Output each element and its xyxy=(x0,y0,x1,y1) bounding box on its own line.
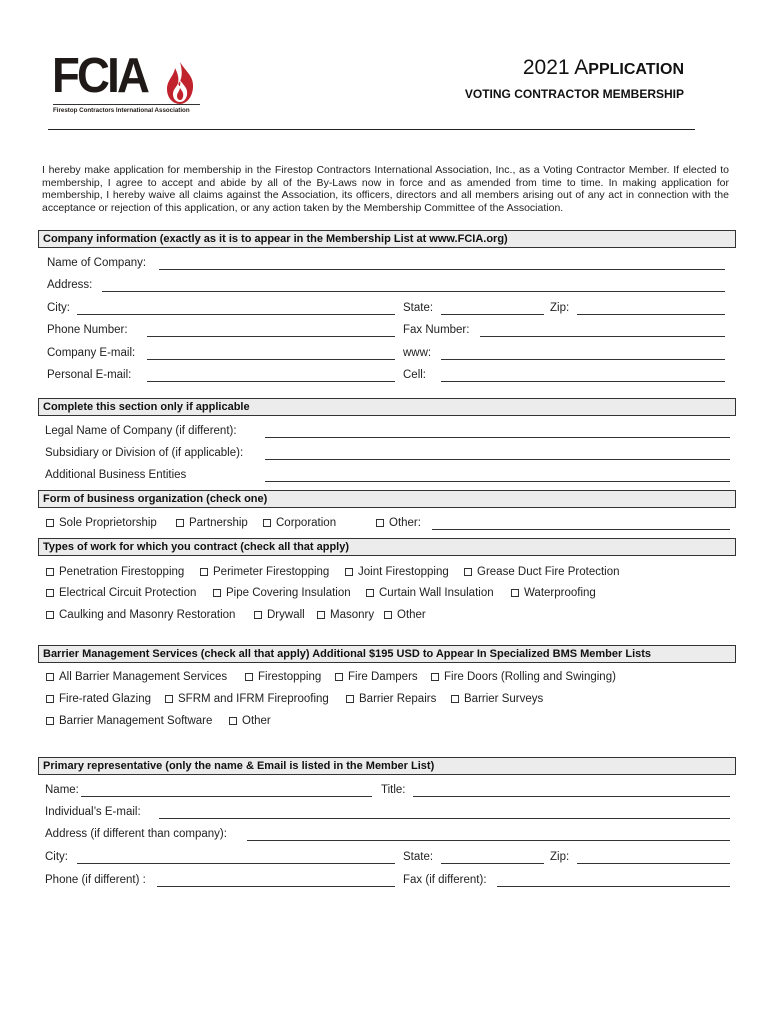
rep-email-field[interactable] xyxy=(159,818,730,819)
org-other-field[interactable] xyxy=(432,529,730,530)
checkbox[interactable] xyxy=(46,519,54,527)
work-option-joint[interactable] xyxy=(345,566,449,578)
work-option-caulking[interactable] xyxy=(46,609,235,621)
cell-label: Cell: xyxy=(403,369,427,381)
company-name-label: Name of Company: xyxy=(47,257,147,269)
rep-name-field[interactable] xyxy=(81,796,372,797)
checkbox[interactable] xyxy=(46,695,54,703)
rep-fax-field[interactable] xyxy=(497,886,730,887)
work-option-penetration[interactable] xyxy=(46,566,184,578)
checkbox[interactable] xyxy=(229,717,237,725)
address-label: Address: xyxy=(47,279,93,291)
checkbox[interactable] xyxy=(46,611,54,619)
subsidiary-label: Subsidiary or Division of (if applicable): xyxy=(45,447,244,459)
company-email-label: Company E-mail: xyxy=(47,347,136,359)
header-divider xyxy=(48,129,695,130)
option-label: Partnership xyxy=(189,517,248,529)
option-label: Other xyxy=(242,715,271,727)
bms-option-fire-dampers[interactable] xyxy=(335,671,418,683)
www-label: www: xyxy=(403,347,432,359)
title-year: 2021 xyxy=(522,56,570,79)
rep-email-label: Individual’s E-mail: xyxy=(45,806,141,818)
checkbox[interactable] xyxy=(464,568,472,576)
checkbox[interactable] xyxy=(451,695,459,703)
city-field[interactable] xyxy=(77,314,395,315)
checkbox[interactable] xyxy=(335,673,343,681)
checkbox[interactable] xyxy=(46,673,54,681)
state-field[interactable] xyxy=(441,314,544,315)
title-rest: PPLICATION xyxy=(588,61,684,78)
work-option-waterproofing[interactable] xyxy=(511,587,596,599)
additional-entities-field[interactable] xyxy=(265,481,730,482)
flame-icon xyxy=(160,60,200,106)
checkbox[interactable] xyxy=(317,611,325,619)
phone-label: Phone Number: xyxy=(47,324,128,336)
work-option-pipe-covering[interactable] xyxy=(213,587,351,599)
checkbox[interactable] xyxy=(46,717,54,725)
rep-state-field[interactable] xyxy=(441,863,544,864)
checkbox[interactable] xyxy=(511,589,519,597)
option-label: SFRM and IFRM Fireproofing xyxy=(178,693,329,705)
rep-zip-label: Zip: xyxy=(550,851,570,863)
org-option-sole[interactable] xyxy=(46,517,157,529)
option-label: Corporation xyxy=(276,517,337,529)
rep-phone-label: Phone (if different) : xyxy=(45,874,146,886)
legal-name-field[interactable] xyxy=(265,437,730,438)
checkbox[interactable] xyxy=(254,611,262,619)
option-label: Perimeter Firestopping xyxy=(213,566,330,578)
legal-name-label: Legal Name of Company (if different): xyxy=(45,425,237,437)
additional-entities-label: Additional Business Entities xyxy=(45,469,187,481)
zip-label: Zip: xyxy=(550,302,570,314)
fcia-logo-text: FCIA xyxy=(52,49,148,103)
checkbox[interactable] xyxy=(213,589,221,597)
option-label: Grease Duct Fire Protection xyxy=(477,566,620,578)
option-label: Waterproofing xyxy=(524,587,596,599)
section-rep-heading: Primary representative (only the name & Email is listed in the Member List) xyxy=(38,757,736,775)
option-label: Pipe Covering Insulation xyxy=(226,587,351,599)
section-bms-heading: Barrier Management Services (check all that apply) Additional $195 USD to Appear In Specialized BMS Member Lists xyxy=(38,645,736,663)
bms-option-firestopping[interactable] xyxy=(245,671,321,683)
option-label: Drywall xyxy=(267,609,305,621)
rep-zip-field[interactable] xyxy=(577,863,730,864)
option-label: Electrical Circuit Protection xyxy=(59,587,197,599)
rep-name-label: Name: xyxy=(45,784,79,796)
option-label: Barrier Surveys xyxy=(464,693,544,705)
rep-city-field[interactable] xyxy=(77,863,395,864)
checkbox[interactable] xyxy=(263,519,271,527)
bms-option-fire-doors[interactable] xyxy=(431,671,616,683)
org-option-other[interactable] xyxy=(376,517,421,529)
intro-paragraph: I hereby make application for membership in the Firestop Contractors International Association, Inc., as a Voting Contractor Member. If elected to membership, I agree to accept and abide by all of the By-Laws now in force and as amended from time to time. In making application for membership, I hereby waive all claims against the Association, its officers, directors and all members arising out of any act in connection with the acceptance or rejection of this application, or any action taken by the Membership Committee of the Association. xyxy=(42,164,729,214)
option-label: Curtain Wall Insulation xyxy=(379,587,494,599)
bms-option-other[interactable] xyxy=(229,715,271,727)
work-option-grease-duct[interactable] xyxy=(464,566,620,578)
bms-option-barrier-surveys[interactable] xyxy=(451,693,543,705)
bms-option-software[interactable] xyxy=(46,715,212,727)
logo-tagline: Firestop Contractors International Association xyxy=(53,107,190,114)
rep-title-field[interactable] xyxy=(413,796,730,797)
option-label: Firestopping xyxy=(258,671,322,683)
section-company-heading: Company information (exactly as it is to appear in the Membership List at www.FCIA.org) xyxy=(38,230,736,248)
checkbox[interactable] xyxy=(345,568,353,576)
work-option-electrical[interactable] xyxy=(46,587,196,599)
bms-option-glazing[interactable] xyxy=(46,693,151,705)
fax-field[interactable] xyxy=(480,336,725,337)
page-subtitle: VOTING CONTRACTOR MEMBERSHIP xyxy=(464,87,684,101)
address-field[interactable] xyxy=(102,291,725,292)
rep-phone-field[interactable] xyxy=(157,886,395,887)
state-label: State: xyxy=(403,302,434,314)
bms-option-sfrm[interactable] xyxy=(165,693,329,705)
work-option-curtain-wall[interactable] xyxy=(366,587,494,599)
option-label: All Barrier Management Services xyxy=(59,671,228,683)
checkbox[interactable] xyxy=(46,589,54,597)
work-option-drywall[interactable] xyxy=(254,609,305,621)
bms-option-barrier-repairs[interactable] xyxy=(346,693,436,705)
option-label: Barrier Repairs xyxy=(359,693,437,705)
personal-email-field[interactable] xyxy=(147,381,395,382)
rep-address-label: Address (if different than company): xyxy=(45,828,227,840)
city-label: City: xyxy=(47,302,70,314)
rep-title-label: Title: xyxy=(381,784,406,796)
work-option-other[interactable] xyxy=(384,609,426,621)
option-label: Fire-rated Glazing xyxy=(59,693,152,705)
option-label: Masonry xyxy=(330,609,375,621)
org-option-corporation[interactable] xyxy=(263,517,336,529)
cell-field[interactable] xyxy=(441,381,725,382)
phone-field[interactable] xyxy=(147,336,395,337)
option-label: Penetration Firestopping xyxy=(59,566,185,578)
company-email-field[interactable] xyxy=(147,359,395,360)
work-option-perimeter[interactable] xyxy=(200,566,329,578)
checkbox[interactable] xyxy=(346,695,354,703)
option-label: Other xyxy=(397,609,426,621)
rep-city-label: City: xyxy=(45,851,68,863)
checkbox[interactable] xyxy=(384,611,392,619)
zip-field[interactable] xyxy=(577,314,725,315)
rep-fax-label: Fax (if different): xyxy=(403,874,487,886)
org-option-partnership[interactable] xyxy=(176,517,248,529)
title-initial: A xyxy=(574,56,589,79)
checkbox[interactable] xyxy=(165,695,173,703)
checkbox[interactable] xyxy=(200,568,208,576)
checkbox[interactable] xyxy=(376,519,384,527)
option-label: Barrier Management Software xyxy=(59,715,213,727)
company-name-field[interactable] xyxy=(159,269,725,270)
option-label: Sole Proprietorship xyxy=(59,517,157,529)
rep-state-label: State: xyxy=(403,851,434,863)
checkbox[interactable] xyxy=(46,568,54,576)
option-label: Joint Firestopping xyxy=(358,566,449,578)
option-label: Fire Doors (Rolling and Swinging) xyxy=(444,671,616,683)
option-label: Fire Dampers xyxy=(348,671,418,683)
subsidiary-field[interactable] xyxy=(265,459,730,460)
work-option-masonry[interactable] xyxy=(317,609,374,621)
page-title xyxy=(523,56,684,80)
logo-rule xyxy=(53,104,200,105)
section-applicable-heading: Complete this section only if applicable xyxy=(38,398,736,416)
section-org-heading: Form of business organization (check one) xyxy=(38,490,736,508)
section-work-heading: Types of work for which you contract (check all that apply) xyxy=(38,538,736,556)
option-label: Caulking and Masonry Restoration xyxy=(59,609,236,621)
checkbox[interactable] xyxy=(245,673,253,681)
checkbox[interactable] xyxy=(431,673,439,681)
personal-email-label: Personal E-mail: xyxy=(47,369,132,381)
checkbox[interactable] xyxy=(176,519,184,527)
rep-address-field[interactable] xyxy=(247,840,730,841)
bms-option-all[interactable] xyxy=(46,671,227,683)
fax-label: Fax Number: xyxy=(403,324,470,336)
option-label: Other: xyxy=(389,517,421,529)
www-field[interactable] xyxy=(441,359,725,360)
checkbox[interactable] xyxy=(366,589,374,597)
